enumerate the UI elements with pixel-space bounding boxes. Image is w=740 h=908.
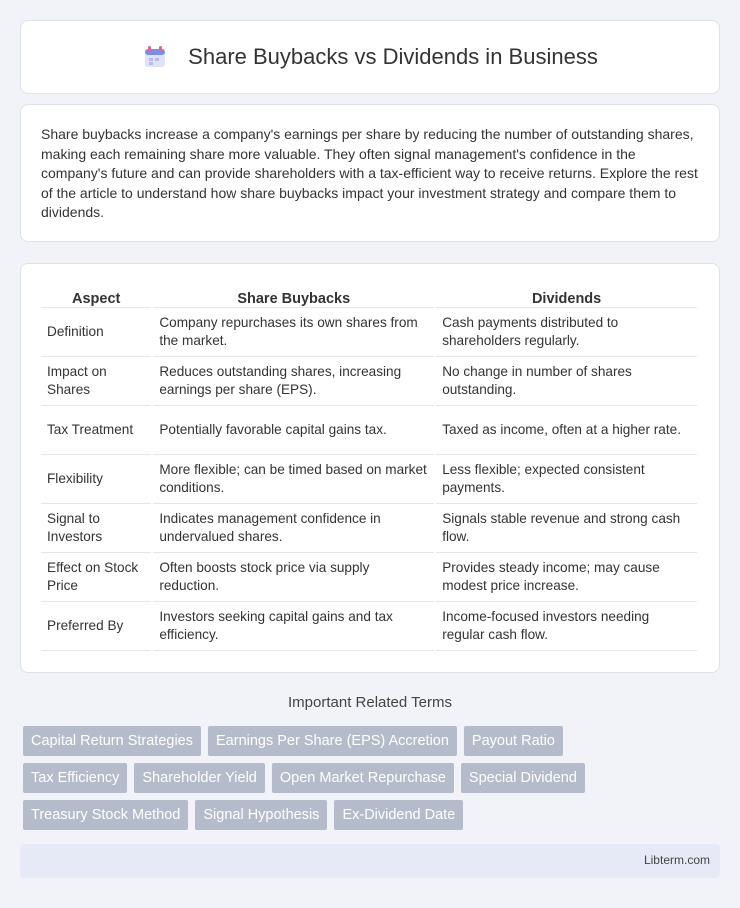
related-term-tag[interactable]: Tax Efficiency	[23, 763, 127, 793]
intro-card	[20, 104, 720, 242]
comparison-table-card	[20, 263, 720, 673]
table-cell-aspect: Signal to Investors	[41, 504, 151, 553]
header-aspect: Aspect	[41, 284, 151, 308]
table-cell-buybacks: Reduces outstanding shares, increasing earnings per share (EPS).	[153, 357, 434, 406]
table-cell-aspect: Effect on Stock Price	[41, 553, 151, 602]
table-cell-buybacks: Often boosts stock price via supply reduction.	[153, 553, 434, 602]
table-cell-dividends: No change in number of shares outstanding.	[436, 357, 697, 406]
table-cell-buybacks: Indicates management confidence in undervalued shares.	[153, 504, 434, 553]
related-term-tag[interactable]: Shareholder Yield	[134, 763, 264, 793]
table-cell-aspect: Definition	[41, 308, 151, 357]
table-cell-dividends: Signals stable revenue and strong cash flow.	[436, 504, 697, 553]
tag-row	[23, 800, 723, 830]
intro-text: Share buybacks increase a company's earnings per share by reducing the number of outstanding shares, making each remaining share more valuable. They often signal management's confidence in the company's future and can provide shareholders with a tax-efficient way to receive returns. Explore the rest of the article to understand how share buybacks impact your investment strategy and compare them to dividends.	[41, 126, 698, 221]
related-term-tag[interactable]: Treasury Stock Method	[23, 800, 188, 830]
footer	[20, 844, 720, 878]
header-share-buybacks: Share Buybacks	[153, 284, 434, 308]
table-cell-dividends: Taxed as income, often at a higher rate.	[436, 406, 697, 455]
related-term-tag[interactable]: Capital Return Strategies	[23, 726, 201, 756]
table-cell-dividends: Less flexible; expected consistent payments.	[436, 455, 697, 504]
table-row	[41, 504, 697, 553]
related-term-tag[interactable]: Signal Hypothesis	[195, 800, 327, 830]
table-row	[41, 406, 697, 455]
related-term-tag[interactable]: Special Dividend	[461, 763, 585, 793]
table-cell-buybacks: Investors seeking capital gains and tax efficiency.	[153, 602, 434, 651]
related-term-tag[interactable]: Ex-Dividend Date	[334, 800, 463, 830]
table-header-row	[41, 284, 697, 308]
table-cell-aspect: Tax Treatment	[41, 406, 151, 455]
table-row	[41, 602, 697, 651]
related-terms-title: Important Related Terms	[288, 694, 452, 711]
table-cell-aspect: Impact on Shares	[41, 357, 151, 406]
table-cell-dividends: Income-focused investors needing regular cash flow.	[436, 602, 697, 651]
related-term-tag[interactable]: Open Market Repurchase	[272, 763, 454, 793]
table-cell-buybacks: Company repurchases its own shares from the market.	[153, 308, 434, 357]
table-cell-aspect: Flexibility	[41, 455, 151, 504]
tag-row	[23, 726, 723, 756]
page-title: Share Buybacks vs Dividends in Business	[188, 44, 598, 69]
table-row	[41, 357, 697, 406]
footer-brand-link[interactable]: Libterm.com	[643, 853, 710, 867]
table-cell-buybacks: More flexible; can be timed based on market conditions.	[153, 455, 434, 504]
tag-row	[23, 763, 723, 793]
related-term-tag[interactable]: Payout Ratio	[464, 726, 563, 756]
table-cell-dividends: Cash payments distributed to shareholders regularly.	[436, 308, 697, 357]
table-cell-aspect: Preferred By	[41, 602, 151, 651]
related-term-tag[interactable]: Earnings Per Share (EPS) Accretion	[208, 726, 457, 756]
table-cell-dividends: Provides steady income; may cause modest price increase.	[436, 553, 697, 602]
header-card	[20, 20, 720, 94]
header-dividends: Dividends	[436, 284, 697, 308]
table-cell-buybacks: Potentially favorable capital gains tax.	[153, 406, 434, 455]
table-row	[41, 553, 697, 602]
table-row	[41, 455, 697, 504]
comparison-table	[39, 284, 699, 651]
table-row	[41, 308, 697, 357]
calendar-icon	[142, 44, 168, 70]
related-terms-list	[23, 726, 723, 837]
